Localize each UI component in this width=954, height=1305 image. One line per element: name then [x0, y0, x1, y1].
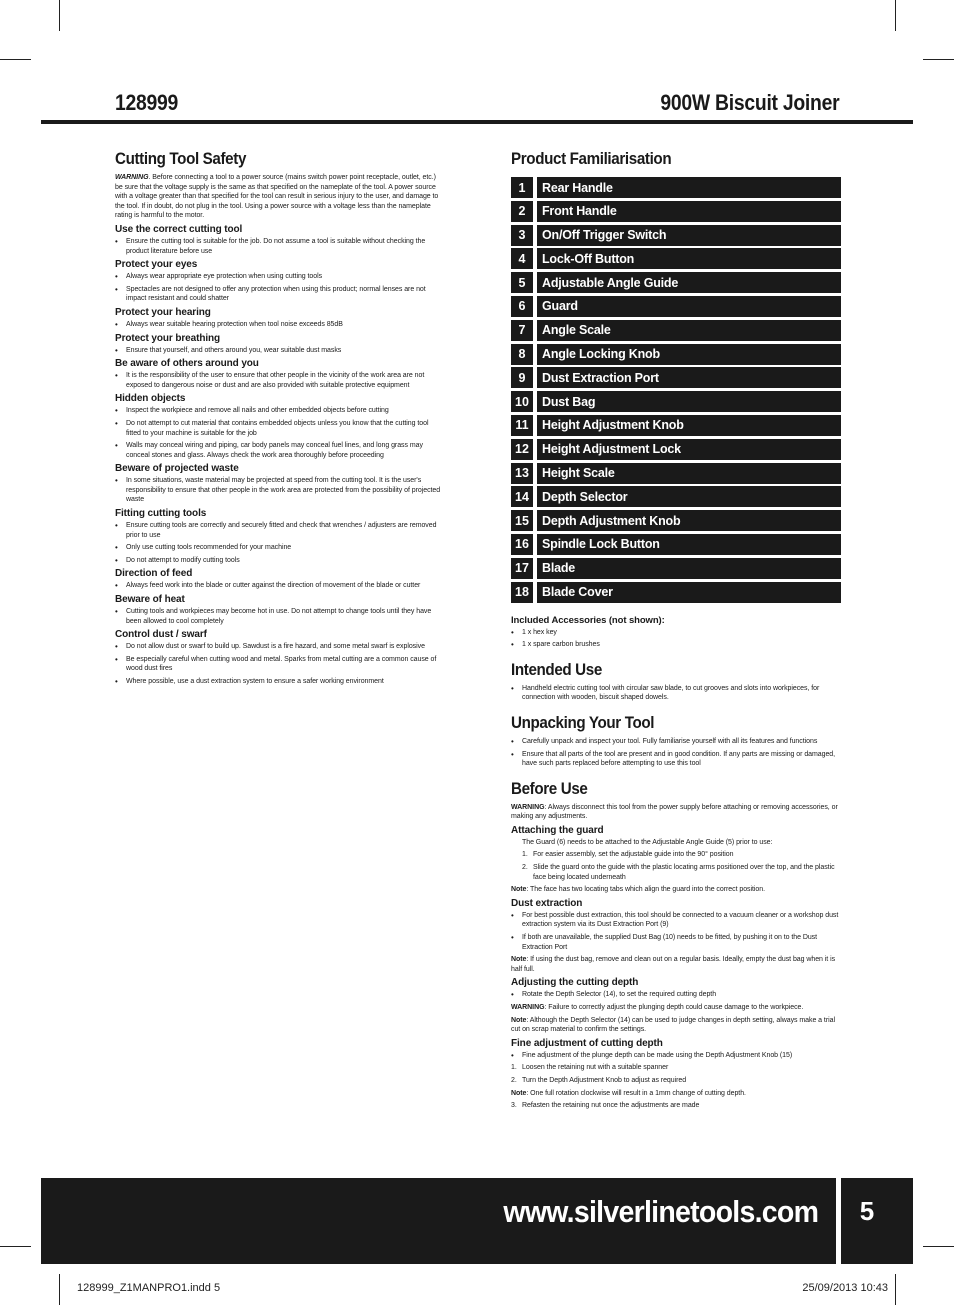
note-keyword: Note [511, 1016, 527, 1024]
part-number: 11 [511, 415, 533, 436]
step-item [511, 1076, 841, 1086]
part-row [511, 415, 841, 436]
part-row [511, 272, 841, 293]
safety-bullets [115, 272, 442, 304]
dust-heading: Dust extraction [511, 897, 583, 909]
safety-heading: Protect your eyes [115, 259, 198, 271]
fine-item: • Fine adjustment of the plunge depth can be made using the Depth Adjustment Knob (15) [511, 1051, 841, 1061]
crop-mark [59, 1274, 60, 1305]
safety-bullet: • Spectacles are not designed to offer any protection when using this product; normal lenses are not impact resistant and could shatter [115, 285, 442, 304]
part-label: Adjustable Angle Guide [537, 272, 841, 293]
parts-list [511, 177, 841, 603]
safety-bullet: • Cutting tools and workpieces may become hot in use. Do not attempt to change tools until they have been allowed to cool completely [115, 607, 442, 626]
fine-list [511, 1051, 841, 1061]
part-number: 1 [511, 177, 533, 198]
accessories-heading: Included Accessories (not shown): [511, 614, 665, 626]
safety-heading: Control dust / swarf [115, 629, 207, 641]
safety-bullet: • Inspect the workpiece and remove all nails and other embedded objects before cutting [115, 406, 442, 416]
part-number: 15 [511, 510, 533, 531]
guard-heading: Attaching the guard [511, 824, 604, 836]
safety-bullet: • Walls may conceal wiring and piping, car body panels may conceal fuel lines, and long grass may conceal stones and glass. Always check the work area thoroughly before proceeding [115, 441, 442, 460]
part-label: Lock-Off Button [537, 248, 841, 269]
part-number: 9 [511, 367, 533, 388]
crop-mark [923, 1246, 954, 1247]
model-number: 128999 [115, 90, 179, 115]
accessory-item: • 1 x spare carbon brushes [511, 640, 841, 650]
part-label: Guard [537, 296, 841, 317]
part-label: Depth Selector [537, 486, 841, 507]
part-label: Height Scale [537, 463, 841, 484]
part-row [511, 463, 841, 484]
dust-list [511, 911, 841, 952]
accessory-item: • 1 x hex key [511, 628, 841, 638]
guard-intro: The Guard (6) needs to be attached to the Adjustable Angle Guide (5) prior to use: [522, 838, 773, 846]
step-text: Refasten the retaining nut once the adjustments are made [522, 1102, 700, 1110]
part-label: Spindle Lock Button [537, 534, 841, 555]
safety-heading: Hidden objects [115, 393, 186, 405]
safety-bullets [115, 476, 442, 505]
guard-note [511, 885, 841, 895]
safety-bullets [115, 521, 442, 565]
page-number: 5 [859, 1196, 875, 1226]
part-number: 4 [511, 248, 533, 269]
crop-mark [895, 0, 896, 31]
fine-steps-2 [511, 1101, 841, 1111]
part-row [511, 582, 841, 603]
part-number: 6 [511, 296, 533, 317]
step-item [511, 863, 841, 882]
dust-item: • If both are unavailable, the supplied Dust Bag (10) needs to be fitted, by pushing it on to the Dust Extraction Port [511, 933, 841, 952]
safety-bullet: • Ensure the cutting tool is suitable for the job. Do not assume a tool is suitable without checking the product literature before use [115, 237, 442, 256]
part-label: Blade Cover [537, 582, 841, 603]
slug-file: 128999_Z1MANPRO1.indd 5 [77, 1282, 221, 1294]
part-number: 12 [511, 439, 533, 460]
safety-bullet: • Do not allow dust or swarf to build up. Sawdust is a fire hazard, and some metal swarf is explosive [115, 642, 442, 652]
unpacking-list [511, 737, 841, 769]
part-label: Angle Locking Knob [537, 344, 841, 365]
note-text: : If using the dust bag, remove and clean out on a regular basis. Ideally, empty the dust bag when it is half full. [511, 956, 836, 973]
intended-use-item: • Handheld electric cutting tool with circular saw blade, to cut grooves and slots into workpieces, for connection with wooden, biscuit shaped dowels. [511, 684, 841, 703]
part-number: 14 [511, 486, 533, 507]
depth-note [511, 1016, 841, 1035]
step-text: Turn the Depth Adjustment Knob to adjust as required [522, 1076, 687, 1084]
safety-heading: Beware of projected waste [115, 463, 239, 475]
part-label: On/Off Trigger Switch [537, 225, 841, 246]
part-label: Dust Bag [537, 391, 841, 412]
depth-warning [511, 1003, 841, 1013]
product-title: 900W Biscuit Joiner [660, 90, 839, 115]
safety-heading: Direction of feed [115, 568, 193, 580]
page-header [115, 86, 839, 116]
safety-bullet: • In some situations, waste material may be projected at speed from the cutting tool. It is the user's responsibility to ensure that other people in the work area are protected from the possibility of projected waste [115, 476, 442, 505]
safety-bullets [115, 371, 442, 390]
safety-bullet: • Always feed work into the blade or cutter against the direction of movement of the blade or cutter [115, 581, 442, 591]
part-number: 2 [511, 201, 533, 222]
part-label: Angle Scale [537, 320, 841, 341]
safety-bullets [115, 406, 442, 460]
safety-column [115, 150, 442, 690]
crop-mark [59, 0, 60, 31]
safety-heading: Protect your breathing [115, 332, 221, 344]
safety-bullet: • Always wear suitable hearing protection when tool noise exceeds 85dB [115, 320, 442, 330]
part-label: Rear Handle [537, 177, 841, 198]
dust-item: • For best possible dust extraction, this tool should be connected to a vacuum cleaner or a workshop dust extraction system via its Dust Extraction Port (9) [511, 911, 841, 930]
safety-bullets [115, 237, 442, 256]
crop-mark [0, 59, 31, 60]
depth-heading: Adjusting the cutting depth [511, 977, 639, 989]
safety-heading: Fitting cutting tools [115, 508, 207, 520]
safety-sections [115, 224, 442, 687]
part-row [511, 391, 841, 412]
step-item [511, 850, 841, 860]
familiarisation-title: Product Familiarisation [511, 150, 672, 168]
part-row [511, 439, 841, 460]
safety-warning [115, 173, 442, 221]
step-item [511, 1101, 841, 1111]
intended-use-list [511, 684, 841, 703]
safety-bullet: • Always wear appropriate eye protection when using cutting tools [115, 272, 442, 282]
safety-bullets [115, 320, 442, 330]
safety-bullets [115, 607, 442, 626]
step-number: 3. [511, 1102, 517, 1110]
note-text: : One full rotation clockwise will result in a 1mm change of cutting depth. [526, 1089, 746, 1097]
crop-mark [895, 1274, 896, 1305]
safety-bullets [115, 642, 442, 686]
crop-mark [0, 1246, 31, 1247]
part-row [511, 320, 841, 341]
part-label: Blade [537, 558, 841, 579]
note-text: : Although the Depth Selector (14) can be used to judge changes in depth setting, always make a trial cut on scrap material to confirm the settings. [511, 1016, 835, 1034]
website-url[interactable]: www.silverlinetools.com [503, 1194, 818, 1229]
note-keyword: Note [511, 956, 527, 964]
note-keyword: Note [511, 1089, 527, 1097]
part-row [511, 558, 841, 579]
safety-bullet: • Do not attempt to modify cutting tools [115, 556, 442, 566]
safety-bullets [115, 581, 442, 591]
part-number: 10 [511, 391, 533, 412]
safety-bullet: • Ensure cutting tools are correctly and securely fitted and check that wrenches / adjusters are removed prior to use [115, 521, 442, 540]
before-use-title: Before Use [511, 779, 588, 798]
part-row [511, 344, 841, 365]
part-number: 16 [511, 534, 533, 555]
fine-heading: Fine adjustment of cutting depth [511, 1037, 663, 1049]
safety-bullet: • Where possible, use a dust extraction system to ensure a safer working environment [115, 677, 442, 687]
warning-text: . Before connecting a tool to a power source (mains switch power point receptacle, outlet, etc.) be sure that the voltage supply is the same as that specified on the nameplate of the tool. A power source with a voltage greater than that specified for the tool can result in serious injury to the user, and damage to the tool. If in doubt, do not plug in the tool. Using a power source with a voltage less than the nameplate rating is harmful to the motor. [115, 174, 439, 220]
page-number-box [841, 1178, 913, 1264]
dust-note [511, 955, 841, 974]
part-row [511, 486, 841, 507]
part-number: 3 [511, 225, 533, 246]
part-number: 7 [511, 320, 533, 341]
fine-steps [511, 1063, 841, 1085]
part-label: Depth Adjustment Knob [537, 510, 841, 531]
safety-heading: Beware of heat [115, 594, 185, 606]
info-column [511, 150, 841, 1114]
part-label: Height Adjustment Knob [537, 415, 841, 436]
safety-bullet: • It is the responsibility of the user to ensure that other people in the vicinity of the work area are not exposed to dangerous noise or dust and are also provided with suitable protective equipment [115, 371, 442, 390]
part-number: 5 [511, 272, 533, 293]
step-text: Slide the guard onto the guide with the plastic locating arms positioned over the top, and the plastic face being located underneath [533, 864, 835, 881]
part-row [511, 296, 841, 317]
part-row [511, 225, 841, 246]
step-number: 2. [522, 864, 528, 872]
step-number: 1. [522, 851, 528, 859]
footer-bar [41, 1178, 836, 1264]
part-number: 8 [511, 344, 533, 365]
intended-use-title: Intended Use [511, 660, 602, 679]
header-rule [41, 120, 913, 124]
warning-text: : Always disconnect this tool from the power supply before attaching or removing accessories, or making any adjustments. [511, 803, 838, 821]
safety-heading: Be aware of others around you [115, 358, 259, 370]
fine-note [511, 1089, 841, 1099]
part-label: Height Adjustment Lock [537, 439, 841, 460]
unpacking-item: • Ensure that all parts of the tool are present and in good condition. If any parts are missing or damaged, have such parts replaced before attempting to use this tool [511, 750, 841, 769]
step-text: Loosen the retaining nut with a suitable spanner [522, 1064, 669, 1072]
safety-bullets [115, 346, 442, 356]
part-number: 13 [511, 463, 533, 484]
note-keyword: Note [511, 886, 527, 894]
safety-heading: Use the correct cutting tool [115, 223, 243, 235]
safety-bullet: • Only use cutting tools recommended for your machine [115, 543, 442, 553]
guard-steps [511, 850, 841, 882]
part-row [511, 510, 841, 531]
depth-item: • Rotate the Depth Selector (14), to set the required cutting depth [511, 990, 841, 1000]
crop-mark [923, 59, 954, 60]
part-row [511, 248, 841, 269]
part-label: Front Handle [537, 201, 841, 222]
safety-bullet: • Do not attempt to cut material that contains embedded objects unless you know that the cutting tool fitted to your machine is suitable for the job [115, 419, 442, 438]
safety-title: Cutting Tool Safety [115, 150, 247, 168]
part-row [511, 367, 841, 388]
part-row [511, 201, 841, 222]
warning-keyword: WARNING [511, 1004, 545, 1012]
safety-bullet: • Be especially careful when cutting wood and metal. Sparks from metal cutting are a common cause of wood dust fires [115, 655, 442, 674]
warning-keyword: WARNING [511, 803, 545, 811]
step-number: 1. [511, 1064, 517, 1072]
step-number: 2. [511, 1076, 517, 1084]
slug-datetime: 25/09/2013 10:43 [802, 1282, 888, 1294]
part-row [511, 534, 841, 555]
warning-keyword: WARNING [115, 174, 149, 181]
before-use-warning [511, 803, 841, 822]
warning-text: : Failure to correctly adjust the plunging depth could cause damage to the workpiece. [544, 1004, 804, 1012]
part-number: 17 [511, 558, 533, 579]
depth-list [511, 990, 841, 1000]
step-item [511, 1063, 841, 1073]
note-text: : The face has two locating tabs which align the guard into the correct position. [526, 886, 765, 894]
part-label: Dust Extraction Port [537, 367, 841, 388]
safety-heading: Protect your hearing [115, 306, 211, 318]
unpacking-item: • Carefully unpack and inspect your tool. Fully familiarise yourself with all its features and functions [511, 737, 841, 747]
step-text: For easier assembly, set the adjustable guide into the 90° position [533, 851, 734, 859]
unpacking-title: Unpacking Your Tool [511, 713, 655, 732]
accessories-list [511, 628, 841, 650]
safety-bullet: • Ensure that yourself, and others around you, wear suitable dust masks [115, 346, 442, 356]
part-number: 18 [511, 582, 533, 603]
part-row [511, 177, 841, 198]
